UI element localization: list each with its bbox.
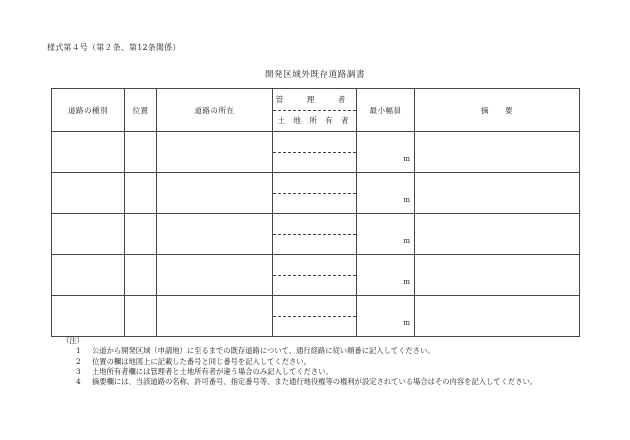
cell-landowner[interactable] xyxy=(273,317,356,337)
note-text: 公道から開発区域（申請地）に至るまでの既存道路について、通行経路に従い順番に記入してください。 xyxy=(92,346,435,356)
cell-min-width[interactable] xyxy=(357,214,415,255)
cell-road-location[interactable] xyxy=(157,296,273,337)
cell-landowner[interactable] xyxy=(273,153,356,173)
cell-landowner[interactable] xyxy=(273,276,356,296)
cell-position[interactable] xyxy=(125,132,157,173)
cell-road-location[interactable] xyxy=(157,173,273,214)
header-road-type: 道路の種別 xyxy=(52,89,125,132)
notes-section xyxy=(62,336,537,387)
header-position: 位置 xyxy=(125,89,157,132)
header-min-width: 最小幅員 xyxy=(357,89,415,132)
cell-position[interactable] xyxy=(125,214,157,255)
table-row xyxy=(52,255,580,296)
unit-label: m xyxy=(403,237,410,245)
table-header-row xyxy=(52,89,580,132)
note-item xyxy=(76,357,537,367)
cell-remarks[interactable] xyxy=(415,255,580,296)
cell-manager-landowner xyxy=(273,132,357,173)
note-item xyxy=(76,377,537,387)
cell-road-type[interactable] xyxy=(52,214,125,255)
cell-manager-landowner xyxy=(273,255,357,296)
cell-road-location[interactable] xyxy=(157,255,273,296)
header-landowner: 土 地 所 有 者 xyxy=(277,116,352,126)
note-number: 2 xyxy=(76,356,81,366)
cell-road-location[interactable] xyxy=(157,132,273,173)
cell-manager[interactable] xyxy=(273,296,356,317)
cell-min-width[interactable] xyxy=(357,296,415,337)
unit-label: m xyxy=(403,319,410,327)
unit-label: m xyxy=(403,155,410,163)
header-remarks: 摘 要 xyxy=(415,89,580,132)
header-manager-landowner xyxy=(273,89,357,132)
cell-manager-landowner xyxy=(273,173,357,214)
road-survey-table xyxy=(51,88,580,337)
notes-heading: （注） xyxy=(62,336,84,345)
cell-min-width[interactable] xyxy=(357,255,415,296)
cell-position[interactable] xyxy=(125,296,157,337)
note-number: 4 xyxy=(76,377,81,387)
cell-remarks[interactable] xyxy=(415,296,580,337)
header-road-location: 道路の所在 xyxy=(157,89,273,132)
table-row xyxy=(52,173,580,214)
cell-min-width[interactable] xyxy=(357,132,415,173)
cell-manager-landowner xyxy=(273,296,357,337)
cell-manager-landowner xyxy=(273,214,357,255)
cell-remarks[interactable] xyxy=(415,214,580,255)
cell-min-width[interactable] xyxy=(357,173,415,214)
document-title: 開発区域外既存道路調書 xyxy=(264,70,366,80)
form-number: 様式第４号（第２条、第12条関係） xyxy=(47,43,181,52)
header-manager: 管 理 者 xyxy=(273,89,356,111)
cell-manager[interactable] xyxy=(273,173,356,194)
cell-landowner[interactable] xyxy=(273,235,356,255)
cell-road-type[interactable] xyxy=(52,255,125,296)
note-number: 3 xyxy=(76,366,81,376)
table-row xyxy=(52,296,580,337)
cell-manager[interactable] xyxy=(273,214,356,235)
cell-road-type[interactable] xyxy=(52,132,125,173)
unit-label: m xyxy=(403,196,410,204)
cell-remarks[interactable] xyxy=(415,173,580,214)
cell-landowner[interactable] xyxy=(273,194,356,214)
note-item xyxy=(76,367,537,377)
cell-manager[interactable] xyxy=(273,132,356,153)
note-text: 位置の欄は地図上に記載した番号と同じ番号を記入してください。 xyxy=(92,356,311,366)
cell-position[interactable] xyxy=(125,255,157,296)
note-text: 土地所有者欄には管理者と土地所有者が違う場合のみ記入してください。 xyxy=(92,366,333,376)
note-text: 摘要欄には、当該道路の名称、許可番号、指定番号等、また通行地役権等の権利が設定されている場合はその内容を記入してください。 xyxy=(92,377,538,387)
cell-manager[interactable] xyxy=(273,255,356,276)
note-item xyxy=(76,346,537,356)
table-row xyxy=(52,132,580,173)
unit-label: m xyxy=(403,278,410,286)
cell-road-type[interactable] xyxy=(52,173,125,214)
cell-road-location[interactable] xyxy=(157,214,273,255)
cell-remarks[interactable] xyxy=(415,132,580,173)
cell-road-type[interactable] xyxy=(52,296,125,337)
cell-position[interactable] xyxy=(125,173,157,214)
note-number: 1 xyxy=(76,346,81,356)
table-row xyxy=(52,214,580,255)
